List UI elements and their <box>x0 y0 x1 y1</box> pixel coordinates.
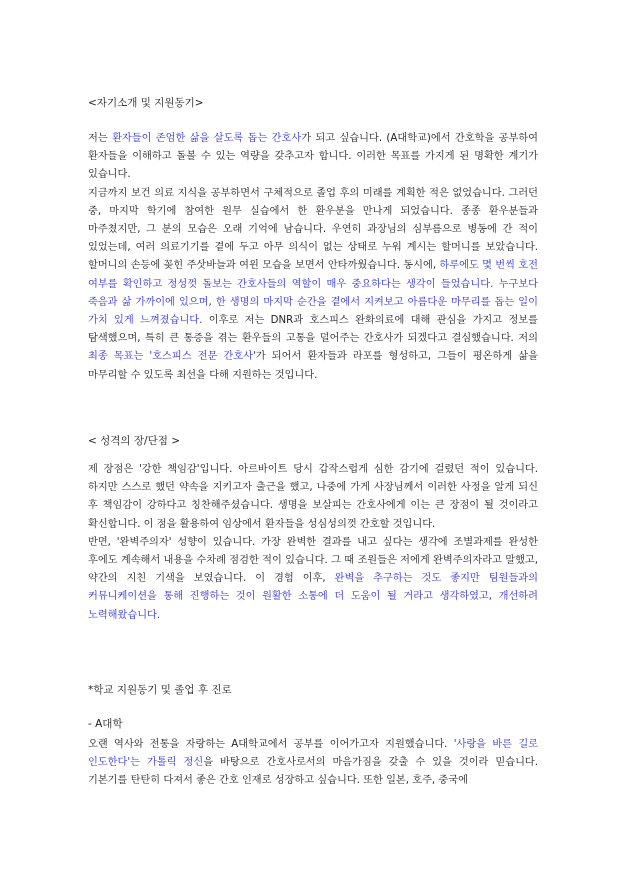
school-body <box>88 736 538 791</box>
school-paragraph-1 <box>88 736 538 791</box>
body-text: 을 바탕으로 간호사로서의 마음가짐을 갖출 수 있을 것이라 믿습니다. 기본기를 탄탄히 다져서 좋은 간호 인재로 성장하고 싶습니다. 또한 일본, 호주, 중국에 <box>88 757 538 787</box>
intro-body <box>88 130 538 385</box>
highlighted-text: 환자들이 존엄한 삶을 살도록 돕는 간호사 <box>112 133 302 144</box>
highlighted-text: '사랑을 바른 길로 인도한다'는 가톨릭 정신 <box>88 739 538 769</box>
body-text: 가 되어서 환자들과 라포를 형성하고, 그들이 평온하게 삶을 마무리할 수 있도록 최선을 다해 지원하는 것입니다. <box>88 351 538 381</box>
traits-paragraph-1 <box>88 461 538 534</box>
body-text: 저는 <box>88 133 113 144</box>
intro-heading: <자기소개 및 지원동기> <box>88 97 204 109</box>
body-text: 제 장점은 '강한 책임감'입니다. 아르바이트 당시 갑작스럽게 심한 감기에 걸렸던 적이 있습니다. 하지만 스스로 했던 약속을 지키고자 출근을 했고, 나중에 가게 사장님께서 이러한 사정을 알게 되신 후 책임감이 강하다고 칭찬해주셨습니다. 생명을 보살피는 간호사에게 이는 큰 장점이 될 것이라고 확신합니다. 이 점을 활용하여 임상에서 환자들을 성심성의껏 간호할 것입니다. <box>88 464 538 530</box>
body-text: 오랜 역사와 전통을 자랑하는 A대학교에서 공부를 이어가고자 지원했습니다. <box>88 739 454 750</box>
highlighted-text: 완벽을 추구하는 것도 좋지만 팀원들과의 커뮤니케이션을 통해 진행하는 것이 원활한 소통에 더 도움이 될 거라고 생각하였고, 개선하려 노력해왔습니다. <box>88 573 538 621</box>
body-text: 가 되고 싶습니다. (A대학교)에서 간호학을 공부하여 환자들을 이해하고 돌볼 수 있는 역량을 갖추고자 합니다. 이러한 목표를 가지게 된 명확한 계기가 있습니다. <box>88 133 539 181</box>
school-heading: *학교 지원동기 및 졸업 후 진로 <box>88 684 232 696</box>
traits-heading: < 성격의 장/단점 > <box>88 435 181 447</box>
traits-body <box>88 461 538 625</box>
highlighted-text: 최종 목표는 '호스피스 전문 간호사' <box>88 351 256 363</box>
traits-paragraph-2 <box>88 534 538 625</box>
body-text: 이후로 저는 DNR과 호스피스 완화의료에 대해 관심을 가지고 정보를 탐색했으며, 특히 큰 통증을 겪는 환우들의 고통을 덜어주는 간호사가 되겠다고 결심했습니다. 저의 <box>88 315 538 345</box>
highlighted-text: 하루에도 몇 번씩 호전 여부를 확인하고 정성껏 돌보는 간호사들의 역할이 매우 중요하다는 생각이 들었습니다. 누구보다 죽음과 삶 가까이에 있으며, 한 생명의 마지막 순간을 곁에서 지켜보고 아름다운 마무리를 돕는 일이 가치 있게 느껴졌습니다. <box>88 260 538 327</box>
intro-paragraph-1 <box>88 130 538 185</box>
body-text: 지금까지 보건 의료 지식을 공부하면서 구체적으로 졸업 후의 미래를 계획한 적은 없었습니다. 그러던 중, 마지막 학기에 참여한 원무 실습에서 한 환우분을 만나게 되었습니다. 종종 환우분들과 마주쳤지만, 그 분의 모습은 오래 기억에 남습니다. 우연히 과장님의 심부름으로 병동에 간 적이 있었는데, 여러 의료기기를 곁에 두고 아무 의식이 없는 상태로 누워 계시는 할머니를 보았습니다. 할머니의 손등에 꽂힌 주삿바늘과 여윈 모습을 보면서 안타까웠습니다. 동시에, <box>88 187 538 272</box>
body-text: 반면, '완벽주의자' 성향이 있습니다. 가장 완벽한 결과를 내고 싶다는 생각에 조별과제를 완성한 후에도 계속해서 내용을 수차례 점검한 적이 있습니다. 그 때 조원들은 저에게 완벽주의자라고 말했고, 약간의 지친 기색을 보였습니다. 이 경험 이후, <box>88 536 538 585</box>
intro-paragraph-2 <box>88 185 538 385</box>
school-subheading: - A대학 <box>88 718 123 730</box>
